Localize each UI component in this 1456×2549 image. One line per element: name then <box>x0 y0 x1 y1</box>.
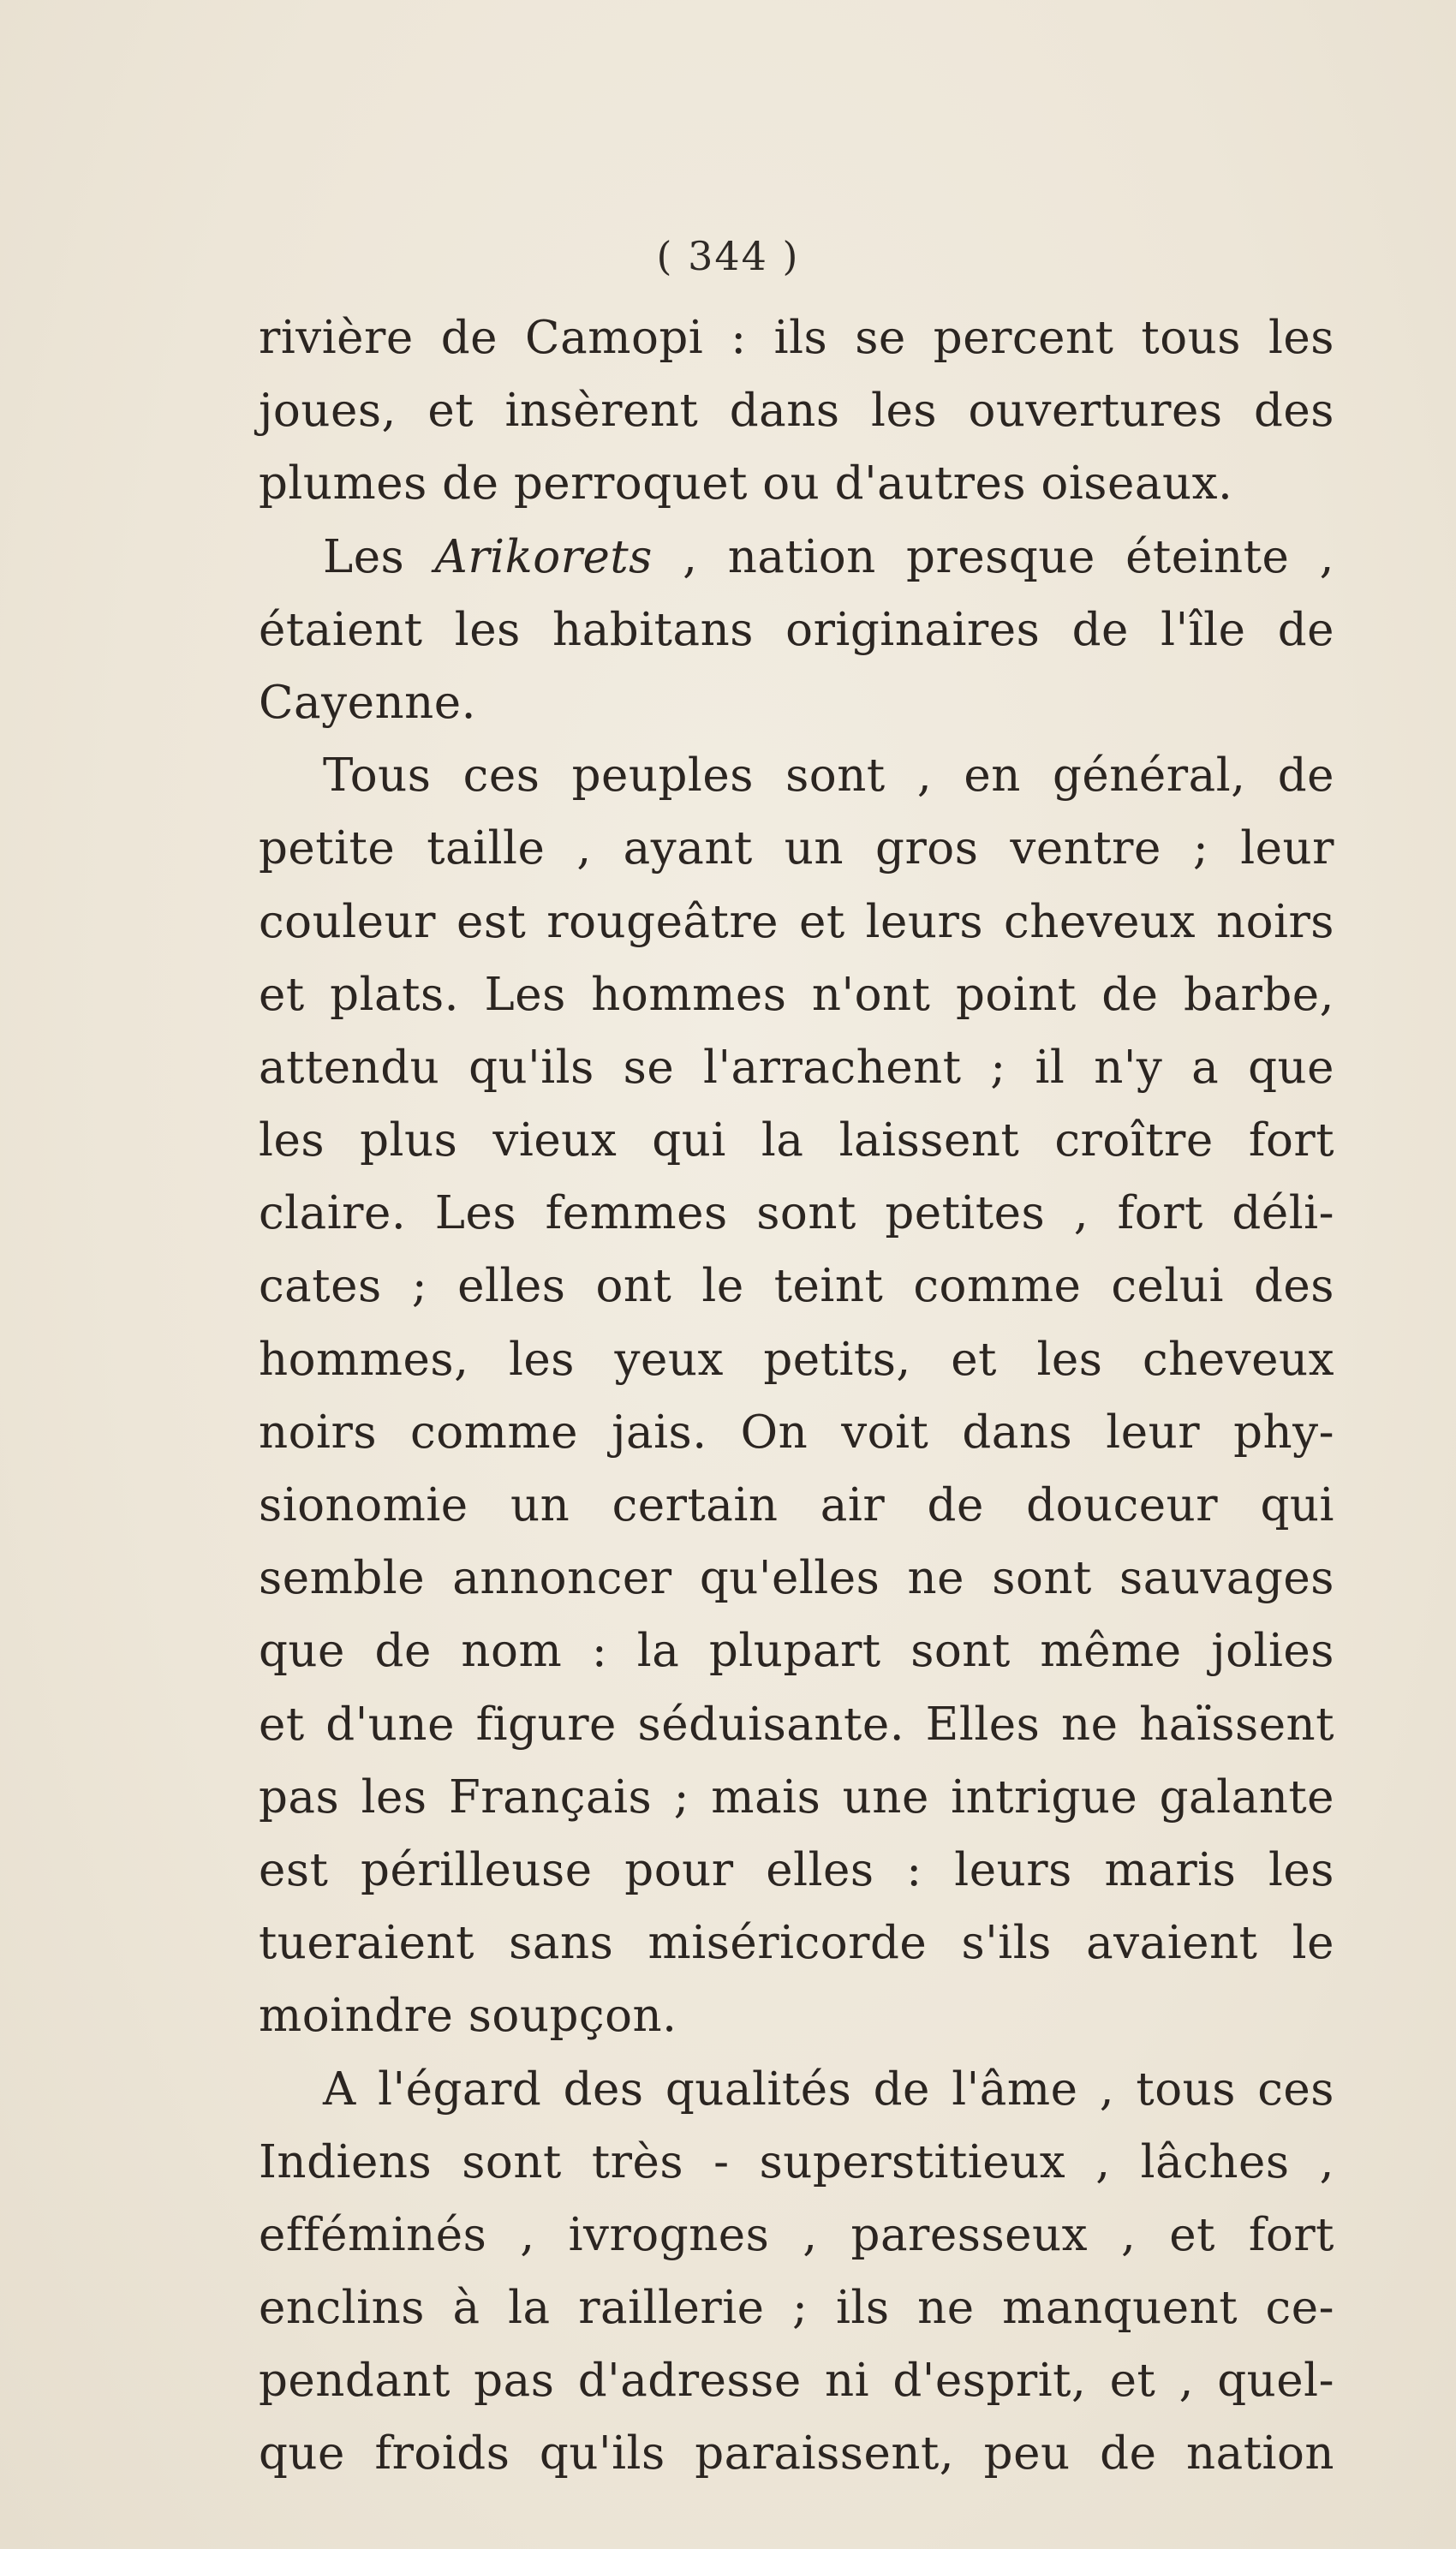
text-line: Indiens sont très - superstitieux , lâches , <box>259 2135 1334 2188</box>
page-number: ( 344 ) <box>656 233 800 279</box>
text-line: efféminés , ivrognes , paresseux , et fort <box>259 2208 1334 2261</box>
text-line: et d'une figure séduisante. Elles ne haïssent <box>259 1698 1334 1751</box>
text-line: que de nom : la plupart sont même jolies <box>259 1625 1334 1678</box>
text-fragment: , nation presque éteinte , <box>683 530 1334 583</box>
text-line: petite taille , ayant un gros ventre ; leur <box>259 822 1334 875</box>
text-line: Tous ces peuples sont , en général, de <box>323 749 1334 803</box>
text-line: claire. Les femmes sont petites , fort déli- <box>259 1187 1334 1240</box>
text-fragment: Les <box>323 530 405 583</box>
text-line: est périlleuse pour elles : leurs maris les <box>259 1843 1334 1896</box>
text-line: hommes, les yeux petits, et les cheveux <box>259 1333 1334 1386</box>
text-line: enclins à la raillerie ; ils ne manquent ce- <box>259 2282 1334 2335</box>
text-line: semble annoncer qu'elles ne sont sauvages <box>259 1552 1334 1605</box>
text-line: et plats. Les hommes n'ont point de barbe, <box>259 968 1334 1021</box>
text-line: pas les Français ; mais une intrigue galante <box>259 1770 1334 1824</box>
body-text <box>259 301 1334 2491</box>
text-line: Cayenne. <box>259 676 476 729</box>
text-line: tueraient sans miséricorde s'ils avaient le <box>259 1917 1334 1970</box>
text-line: attendu qu'ils se l'arrachent ; il n'y a que <box>259 1041 1334 1094</box>
text-line: couleur est rougeâtre et leurs cheveux noirs <box>259 895 1334 948</box>
text-line: joues, et insèrent dans les ouvertures des <box>259 385 1334 438</box>
text-line: rivière de Camopi : ils se percent tous les <box>259 312 1334 364</box>
text-line: moindre soupçon. <box>259 1990 677 2043</box>
tribe-name-italic: Arikorets <box>434 530 653 583</box>
text-line: cates ; elles ont le teint comme celui des <box>259 1260 1334 1313</box>
text-line: A l'égard des qualités de l'âme , tous ces <box>323 2062 1334 2116</box>
text-line: plumes de perroquet ou d'autres oiseaux. <box>259 457 1233 510</box>
text-line: étaient les habitans originaires de l'île de <box>259 603 1334 656</box>
text-line: que froids qu'ils paraissent, peu de nation <box>259 2427 1334 2480</box>
text-line: noirs comme jais. On voit dans leur phy- <box>259 1406 1334 1459</box>
text-line-arikorets <box>259 521 1334 594</box>
text-line: pendant pas d'adresse ni d'esprit, et , quel- <box>259 2355 1334 2408</box>
text-line: les plus vieux qui la laissent croître fort <box>259 1114 1334 1167</box>
text-line: sionomie un certain air de douceur qui <box>259 1479 1334 1531</box>
